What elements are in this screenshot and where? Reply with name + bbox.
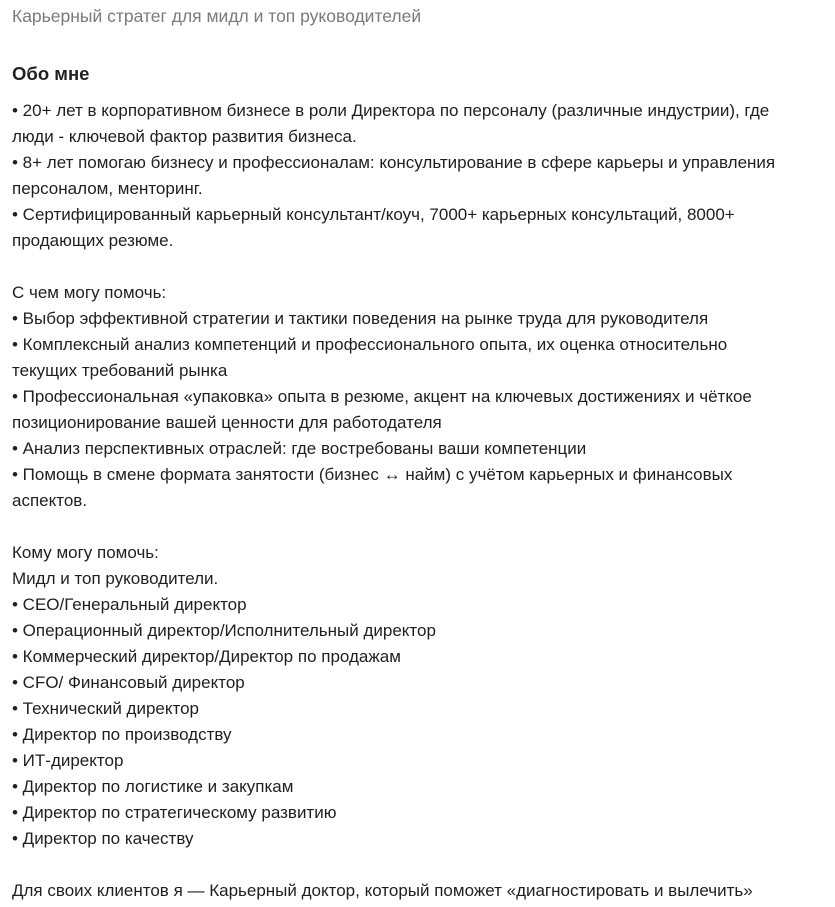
about-line: персоналом, менторинг. [12,179,203,198]
about-line: продающих резюме. [12,231,174,250]
help-line: • Помощь в смене формата занятости (бизнес ↔ найм) с учётом карьерных и финансовых [12,465,733,484]
closing-line: Для своих клиентов я — Карьерный доктор, который поможет «диагностировать и вылечить» [12,881,753,900]
help-line: текущих требований рынка [12,361,228,380]
about-body-text [12,98,822,904]
audience-item: • Директор по логистике и закупкам [12,777,294,796]
about-line: • Сертифицированный карьерный консультант/коуч, 7000+ карьерных консультаций, 8000+ [12,205,735,224]
audience-item: • CFO/ Финансовый директор [12,673,245,692]
audience-intro: Мидл и топ руководители. [12,569,219,588]
help-line: позиционирование вашей ценности для работодателя [12,413,442,432]
audience-item: • CEO/Генеральный директор [12,595,247,614]
audience-item: • Директор по производству [12,725,232,744]
paragraph-spacer [12,852,822,878]
audience-item: • Директор по качеству [12,829,194,848]
help-line: • Комплексный анализ компетенций и профессионального опыта, их оценка относительно [12,335,728,354]
paragraph-spacer [12,254,822,280]
audience-item: • Технический директор [12,699,199,718]
about-line: люди - ключевой фактор развития бизнеса. [12,127,357,146]
audience-heading: Кому могу помочь: [12,543,159,562]
audience-item: • Директор по стратегическому развитию [12,803,337,822]
help-line: • Анализ перспективных отраслей: где востребованы ваши компетенции [12,439,587,458]
help-heading: С чем могу помочь: [12,283,167,302]
audience-item: • Операционный директор/Исполнительный директор [12,621,436,640]
help-line: • Профессиональная «упаковка» опыта в резюме, акцент на ключевых достижениях и чёткое [12,387,752,406]
about-section-title: Обо мне [12,63,90,84]
about-line: • 20+ лет в корпоративном бизнесе в роли Директора по персоналу (различные индустрии), где [12,101,770,120]
about-line: • 8+ лет помогаю бизнесу и профессионалам: консультирование в сфере карьеры и управления [12,153,776,172]
paragraph-spacer [12,514,822,540]
profile-subtitle: Карьерный стратег для мидл и топ руководителей [12,6,422,26]
audience-item: • ИТ-директор [12,751,124,770]
help-line: аспектов. [12,491,88,510]
audience-item: • Коммерческий директор/Директор по продажам [12,647,401,666]
help-line: • Выбор эффективной стратегии и тактики поведения на рынке труда для руководителя [12,309,709,328]
